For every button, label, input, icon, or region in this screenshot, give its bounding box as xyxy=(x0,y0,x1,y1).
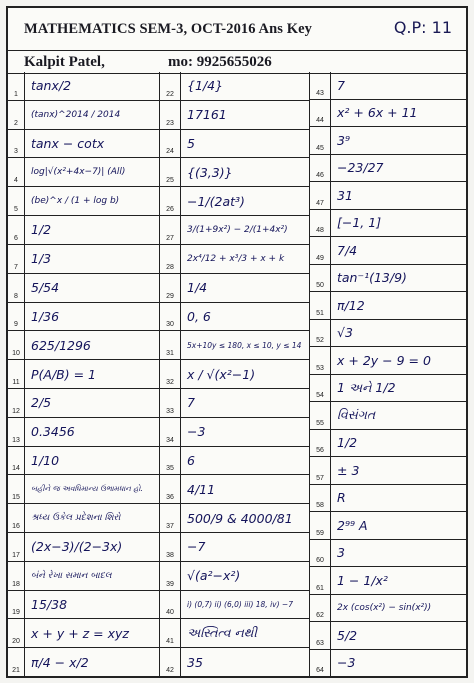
answer-row xyxy=(310,155,466,183)
answer-row xyxy=(160,591,309,620)
answer-text: P(A/B) = 1 xyxy=(31,366,97,382)
question-number: 42 xyxy=(160,648,181,676)
answer-text: log|√(x²+4x−7)| (All) xyxy=(31,167,126,178)
question-number: 46 xyxy=(310,155,331,182)
answer-text: x + 2y − 9 = 0 xyxy=(337,352,431,368)
answer-text: 3⁹ xyxy=(337,132,350,148)
answer-column-3 xyxy=(310,72,466,676)
question-number: 64 xyxy=(310,650,331,677)
question-number: 61 xyxy=(310,567,331,594)
answer-row xyxy=(8,101,159,130)
answer-text: 7/4 xyxy=(337,242,358,258)
answer-text: 5 xyxy=(187,136,195,152)
question-number: 50 xyxy=(310,265,331,292)
answer-row xyxy=(160,101,309,130)
answer-text: √(a²−x²) xyxy=(187,568,241,584)
answer-text: 4/11 xyxy=(187,481,216,497)
answer-row xyxy=(160,274,309,303)
answer-text: 625/1296 xyxy=(31,337,91,353)
answer-text: (be)^x / (1 + log b) xyxy=(31,196,120,207)
question-number: 51 xyxy=(310,292,331,319)
question-number: 10 xyxy=(8,331,25,359)
answer-row xyxy=(160,475,309,504)
question-number: 6 xyxy=(8,216,25,244)
answer-row xyxy=(160,130,309,159)
answer-text: (2x−3)/(2−3x) xyxy=(31,539,123,555)
question-number: 14 xyxy=(8,447,25,475)
answer-text: 2⁹⁹ A xyxy=(337,517,368,533)
question-number: 44 xyxy=(310,100,331,127)
answer-row xyxy=(160,418,309,447)
answer-row xyxy=(8,504,159,533)
answer-row xyxy=(8,274,159,303)
question-number: 48 xyxy=(310,210,331,237)
answer-row xyxy=(8,158,159,187)
answer-text: અસ્તિત્વ નથી xyxy=(187,625,257,641)
answer-text: −7 xyxy=(187,539,206,555)
answer-row xyxy=(8,303,159,332)
answer-text: 3 xyxy=(337,545,345,561)
answer-text: 17161 xyxy=(187,107,227,123)
question-number: 45 xyxy=(310,127,331,154)
question-number: 58 xyxy=(310,485,331,512)
answer-row xyxy=(8,130,159,159)
answer-text: 1/2 xyxy=(337,435,358,451)
header xyxy=(8,8,466,51)
question-number: 49 xyxy=(310,237,331,264)
answer-row xyxy=(310,512,466,540)
answer-text: π/4 − x/2 xyxy=(31,654,89,670)
question-number: 29 xyxy=(160,274,181,302)
answer-row xyxy=(310,320,466,348)
question-number: 38 xyxy=(160,533,181,561)
answer-row xyxy=(8,187,159,216)
answer-text: −1/(2at³) xyxy=(187,193,245,209)
question-number: 31 xyxy=(160,331,181,359)
question-number: 25 xyxy=(160,158,181,186)
answer-text: tanx/2 xyxy=(31,78,72,94)
answer-row xyxy=(310,457,466,485)
answer-column-2 xyxy=(160,72,310,676)
question-paper-number: Q.P: 11 xyxy=(393,18,452,37)
question-number: 21 xyxy=(8,648,25,676)
question-number: 47 xyxy=(310,182,331,209)
answer-text: 0.3456 xyxy=(31,424,75,440)
answer-row xyxy=(8,360,159,389)
question-number: 30 xyxy=(160,303,181,331)
answer-text: π/12 xyxy=(337,297,365,313)
answer-row xyxy=(310,595,466,623)
answer-text: x + y + z = xyz xyxy=(31,625,129,641)
answer-row xyxy=(8,447,159,476)
answer-row xyxy=(310,402,466,430)
question-number: 20 xyxy=(8,619,25,647)
answer-text: 5x+10y ≤ 180, x ≤ 10, y ≤ 14 xyxy=(187,340,302,350)
question-number: 53 xyxy=(310,347,331,374)
answer-row xyxy=(160,504,309,533)
question-number: 3 xyxy=(8,130,25,158)
answer-text: 2x (cos(x²) − sin(x²)) xyxy=(337,602,432,613)
answer-text: શ્રધ્ય ઉકેલ પ્રદેશના શિરો xyxy=(31,513,121,524)
question-number: 12 xyxy=(8,389,25,417)
author-name: Kalpit Patel, xyxy=(24,54,105,70)
answer-text: {1/4} xyxy=(187,78,224,94)
answer-row xyxy=(8,591,159,620)
answer-text: 7 xyxy=(337,77,345,93)
answer-row xyxy=(8,389,159,418)
author-line xyxy=(8,51,466,74)
answer-text: 7 xyxy=(187,395,195,411)
answer-row xyxy=(8,533,159,562)
question-number: 1 xyxy=(8,72,25,100)
author-mobile: mo: 9925655026 xyxy=(168,54,272,70)
question-number: 59 xyxy=(310,512,331,539)
answer-row xyxy=(8,72,159,101)
question-number: 54 xyxy=(310,375,331,402)
answer-row xyxy=(310,347,466,375)
question-number: 23 xyxy=(160,101,181,129)
answer-column-1 xyxy=(8,72,160,676)
answer-row xyxy=(310,430,466,458)
question-number: 4 xyxy=(8,158,25,186)
question-number: 18 xyxy=(8,562,25,590)
question-number: 22 xyxy=(160,72,181,100)
answer-row xyxy=(8,245,159,274)
page-title: MATHEMATICS SEM-3, OCT-2016 Ans Key xyxy=(24,21,313,37)
question-number: 63 xyxy=(310,622,331,649)
question-number: 43 xyxy=(310,72,331,99)
question-number: 62 xyxy=(310,595,331,622)
answer-row xyxy=(310,485,466,513)
question-number: 27 xyxy=(160,216,181,244)
answer-row xyxy=(310,650,466,677)
answer-text: 35 xyxy=(187,654,203,670)
question-number: 8 xyxy=(8,274,25,302)
answer-row xyxy=(310,265,466,293)
answer-text: [−1, 1] xyxy=(337,215,382,231)
answer-row xyxy=(8,475,159,504)
answer-text: 2x⁴/12 + x³/3 + x + k xyxy=(187,253,285,264)
answer-text: x / √(x²−1) xyxy=(187,366,256,382)
answer-text: 6 xyxy=(187,452,195,468)
question-number: 28 xyxy=(160,245,181,273)
answer-row xyxy=(310,375,466,403)
answer-row xyxy=(160,158,309,187)
answer-text: 1/36 xyxy=(31,308,60,324)
answer-text: 3/(1+9x²) − 2/(1+4x²) xyxy=(187,224,288,235)
answer-row xyxy=(160,360,309,389)
answer-row xyxy=(160,303,309,332)
answer-row xyxy=(310,72,466,100)
answer-row xyxy=(310,622,466,650)
question-number: 7 xyxy=(8,245,25,273)
answer-row xyxy=(160,447,309,476)
answer-row xyxy=(310,567,466,595)
question-number: 39 xyxy=(160,562,181,590)
question-number: 56 xyxy=(310,430,331,457)
answer-row xyxy=(8,619,159,648)
question-number: 33 xyxy=(160,389,181,417)
answer-key-sheet xyxy=(6,6,468,678)
answer-text: 1/2 xyxy=(31,222,52,238)
answer-text: 15/38 xyxy=(31,597,68,613)
answer-row xyxy=(8,562,159,591)
answer-text: (tanx)^2014 / 2014 xyxy=(31,109,121,120)
question-number: 2 xyxy=(8,101,25,129)
answer-text: 1/3 xyxy=(31,251,52,267)
answer-text: √3 xyxy=(337,325,353,341)
answer-row xyxy=(160,216,309,245)
answer-text: 0, 6 xyxy=(187,308,211,324)
answer-row xyxy=(310,237,466,265)
answer-row xyxy=(160,648,309,676)
question-number: 26 xyxy=(160,187,181,215)
answer-text: ± 3 xyxy=(337,462,360,478)
question-number: 13 xyxy=(8,418,25,446)
answer-row xyxy=(160,187,309,216)
question-number: 55 xyxy=(310,402,331,429)
answer-row xyxy=(160,389,309,418)
question-number: 37 xyxy=(160,504,181,532)
question-number: 34 xyxy=(160,418,181,446)
question-number: 40 xyxy=(160,591,181,619)
answer-row xyxy=(160,331,309,360)
answer-row xyxy=(8,648,159,676)
answer-text: બહીને જ અવધિમાન્ય ઉભામધાન હો. xyxy=(31,484,143,494)
answer-text: −23/27 xyxy=(337,160,384,176)
question-number: 9 xyxy=(8,303,25,331)
question-number: 24 xyxy=(160,130,181,158)
answer-text: −3 xyxy=(187,424,206,440)
question-number: 11 xyxy=(8,360,25,388)
answer-text: વિસંગત xyxy=(337,407,376,423)
answer-row xyxy=(310,100,466,128)
question-number: 16 xyxy=(8,504,25,532)
answer-row xyxy=(310,292,466,320)
answer-text: x² + 6x + 11 xyxy=(337,105,418,121)
question-number: 41 xyxy=(160,619,181,647)
answer-grid xyxy=(8,72,466,676)
answer-text: બંને રેખા સમાન બાદલ xyxy=(31,570,112,581)
answer-text: 5/2 xyxy=(337,627,358,643)
answer-row xyxy=(310,210,466,238)
answer-text: tan⁻¹(13/9) xyxy=(337,270,407,286)
answer-text: 1 અને 1/2 xyxy=(337,379,396,395)
question-number: 60 xyxy=(310,540,331,567)
question-number: 19 xyxy=(8,591,25,619)
answer-row xyxy=(160,245,309,274)
answer-text: R xyxy=(337,490,346,506)
question-number: 57 xyxy=(310,457,331,484)
question-number: 32 xyxy=(160,360,181,388)
answer-text: {(3,3)} xyxy=(187,164,233,180)
answer-text: 1/10 xyxy=(31,452,60,468)
answer-row xyxy=(160,533,309,562)
question-number: 17 xyxy=(8,533,25,561)
answer-row xyxy=(310,540,466,568)
answer-row xyxy=(8,418,159,447)
answer-text: 31 xyxy=(337,187,353,203)
answer-row xyxy=(160,619,309,648)
answer-text: 5/54 xyxy=(31,280,60,296)
answer-row xyxy=(310,127,466,155)
question-number: 15 xyxy=(8,475,25,503)
answer-text: 1 − 1/x² xyxy=(337,572,388,588)
answer-text: 1/4 xyxy=(187,280,208,296)
answer-row xyxy=(8,331,159,360)
answer-text: 2/5 xyxy=(31,395,52,411)
answer-text: tanx − cotx xyxy=(31,136,105,152)
answer-row xyxy=(160,72,309,101)
answer-text: 500/9 & 4000/81 xyxy=(187,510,293,526)
question-number: 36 xyxy=(160,475,181,503)
answer-row xyxy=(310,182,466,210)
answer-text: i) (0,7) ii) (6,0) iii) 18, iv) −7 xyxy=(187,600,293,610)
question-number: 52 xyxy=(310,320,331,347)
question-number: 5 xyxy=(8,187,25,215)
answer-text: −3 xyxy=(337,655,356,671)
answer-row xyxy=(160,562,309,591)
question-number: 35 xyxy=(160,447,181,475)
answer-row xyxy=(8,216,159,245)
